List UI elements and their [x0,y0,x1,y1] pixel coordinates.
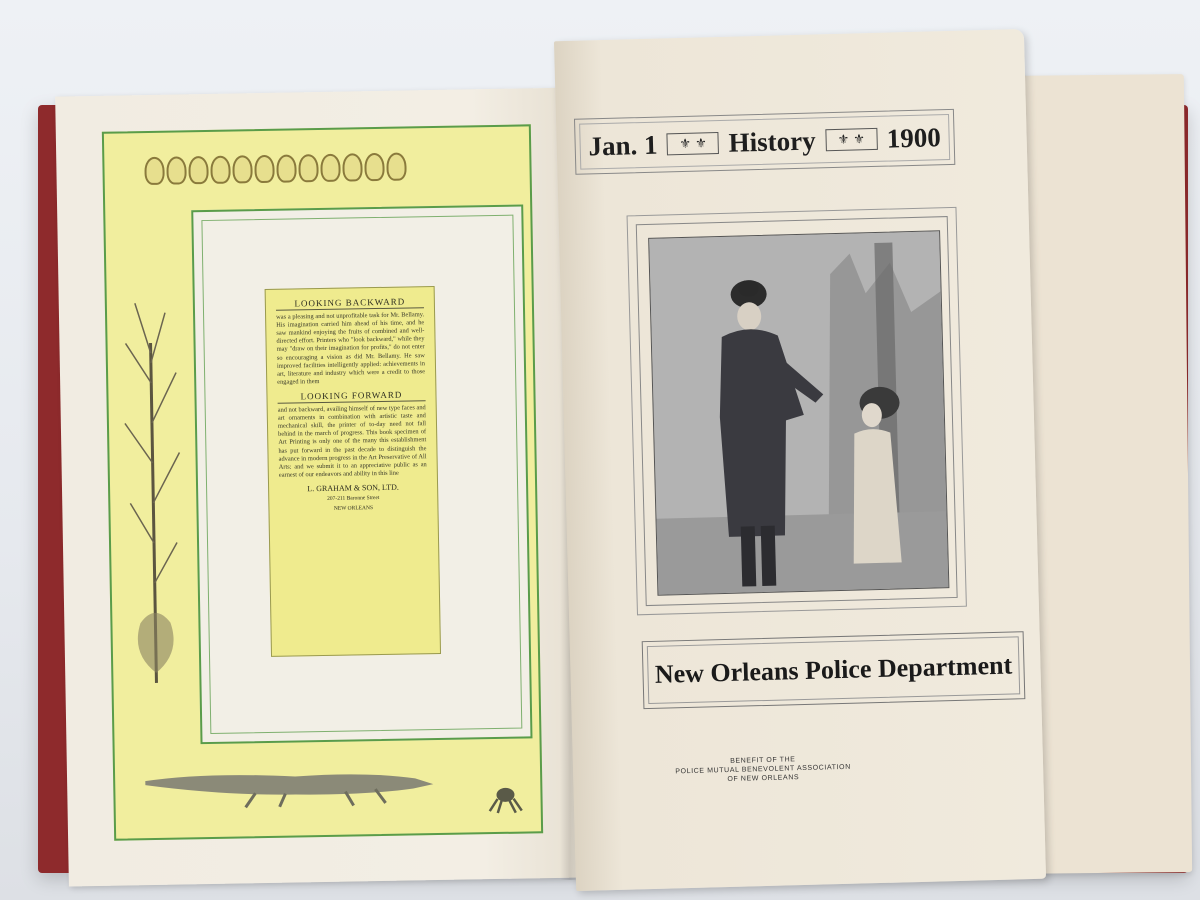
photo-frame [627,207,967,616]
fleur-de-lis-box [667,132,720,155]
benefit-line-3: OF NEW ORLEANS [727,774,800,784]
wreath-ornament [254,155,274,183]
heading-looking-backward: LOOKING BACKWARD [276,297,424,311]
wreath-ornament [364,153,384,181]
text-panel [265,286,441,657]
photograph-policeman-and-child [648,230,949,596]
wreath-ornament [210,156,230,184]
title-history: History [728,124,817,158]
photograph-illustration [649,231,948,594]
department-name: New Orleans Police Department [654,650,1013,689]
wreath-ornament [232,155,252,183]
wreath-ornament [386,152,406,180]
wreath-ornament [342,153,362,181]
title-date: Jan. 1 [588,129,658,161]
paragraph-looking-backward: was a pleasing and not unprofitable task for Mr. Bellamy. His imagination carried him ahead of his time, and he saw mankind enjoying the fruits of combined and well-directed effort. Printers who "look backward," while they may "draw on their imagination for profits," do not enter so encouraging a vision as did Mr. Bellamy. He saw improved facilities intelligently applied: achievements in art, literature and industry which were a credit to those engaged in them [276,311,426,386]
wreath-ornament [144,157,164,185]
wreath-ornament [276,154,296,182]
title-banner [574,109,955,175]
fleur-de-lis-icon: ⚜ [837,131,850,147]
wreath-ornament [320,154,340,182]
benefit-line-2: POLICE MUTUAL BENEVOLENT ASSOCIATION [675,763,851,776]
heading-looking-forward: LOOKING FORWARD [277,390,425,404]
printer-signoff: L. GRAHAM & SON, LTD. [307,482,399,494]
wreath-ornament [188,156,208,184]
alligator-illustration [145,758,436,813]
department-banner [642,631,1026,709]
printer-address: 207-211 Baronne Street [327,494,380,502]
paragraph-looking-forward: and not backward, availing himself of new type faces and art ornaments in combination with artistic taste and mechanical skill, the printer of to-day need not fall behind in the march of progress. This book specimen of Art Printing is only one of the many this establishment has put forward in the past decade to distinguish the advance in modern progress in the Art Preservative of All Arts: and we submit it to an appreciative public as an earnest of our endeavors and ability in this line [277,404,427,479]
fleur-de-lis-icon: ⚜ [679,135,692,152]
printer-city: NEW ORLEANS [333,505,374,512]
frog-illustration [485,777,526,818]
right-page [554,29,1046,891]
ornament-row [144,145,475,191]
fleur-de-lis-icon: ⚜ [853,131,866,147]
benefit-notice [663,753,864,785]
fleur-de-lis-box [825,128,878,151]
tree-illustration [114,282,191,683]
title-year: 1900 [886,121,942,154]
benefit-line-1: BENEFIT OF THE [730,756,796,765]
fleur-de-lis-icon: ⚜ [694,135,707,151]
wreath-ornament [298,154,318,182]
wreath-ornament [166,156,186,184]
decorative-frame [102,124,543,840]
